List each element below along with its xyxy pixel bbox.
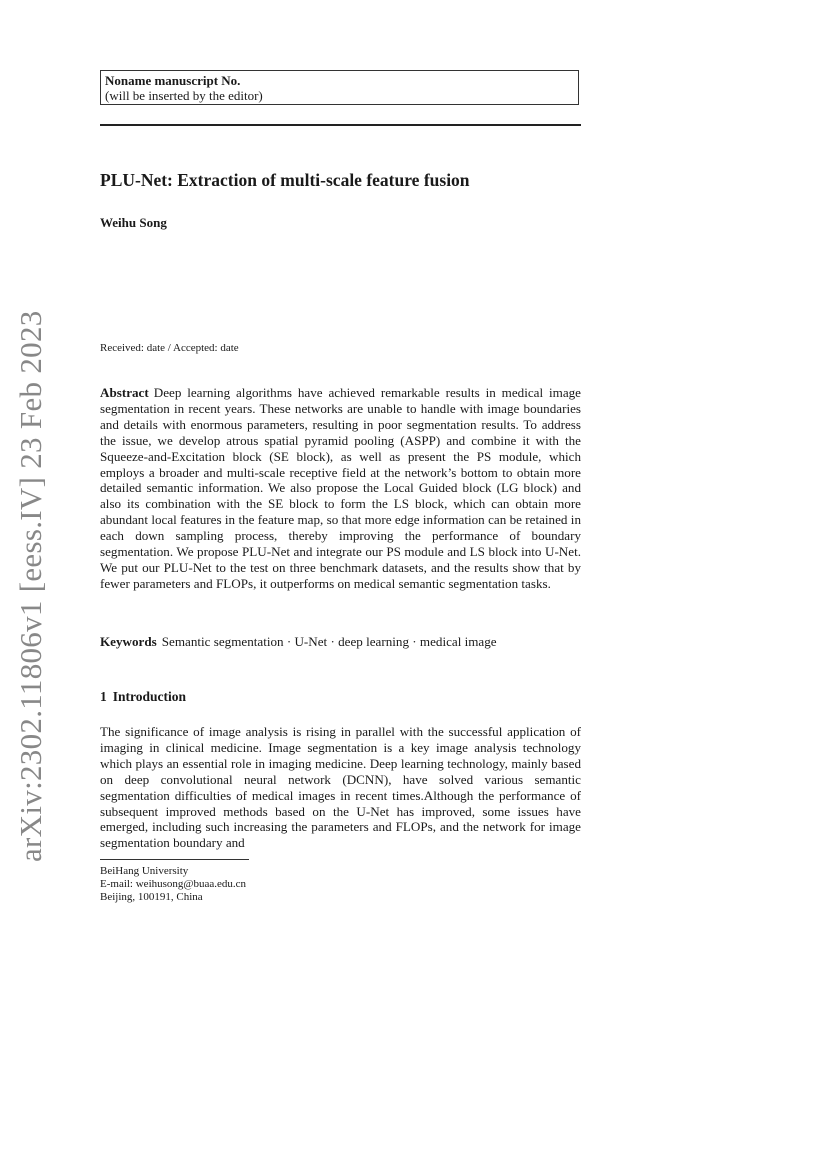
- manuscript-number-label: Noname manuscript No.: [105, 73, 241, 88]
- author-name: Weihu Song: [100, 215, 167, 230]
- affiliation-email: E-mail: weihusong@buaa.edu.cn: [100, 878, 247, 890]
- section-number: 1: [100, 689, 107, 704]
- footnote-rule: [100, 859, 249, 860]
- editor-note: (will be inserted by the editor): [105, 88, 263, 103]
- paper-title: PLU-Net: Extraction of multi-scale feature fusion: [100, 170, 470, 190]
- affiliation-address: Beijing, 100191, China: [100, 891, 203, 903]
- affiliation-institution: BeiHang University: [100, 865, 189, 877]
- manuscript-header-box: [100, 70, 579, 105]
- header-rule: [100, 124, 581, 126]
- section-title: Introduction: [112, 689, 187, 704]
- keywords: [100, 634, 581, 650]
- abstract-text: Deep learning algorithms have achieved remarkable results in medical image segmentation in recent years. These networks are unable to handle with image boundaries and details with enormous parameters, resulting in poor segmentation results. To address the issue, we develop atrous spatial pyramid pooling (ASPP) and combine it with the Squeeze-and-Excitation block (SE block), as well as present the PS module, which employs a broader and multi-scale receptive field at the network’s bottom to obtain more detailed semantic information. We also propose the Local Guided block (LG block) and also its combination with the SE block to form the LS block, which can obtain more abundant local features in the feature map, so that more edge information can be retained in each down sampling process, thereby improving the performance of boundary segmentation. We propose PLU-Net and integrate our PS module and LS block into U-Net. We put our PLU-Net to the test on three benchmark datasets, and the results show that by fewer parameters and FLOPs, it outperforms on medical semantic segmentation tasks.: [100, 385, 581, 591]
- arxiv-identifier-stamp: arXiv:2302.11806v1 [eess.IV] 23 Feb 2023: [13, 310, 48, 862]
- keywords-text: Semantic segmentation · U-Net · deep learning · medical image: [161, 634, 497, 649]
- abstract: [100, 385, 581, 592]
- section-heading: [100, 689, 186, 705]
- introduction-paragraph: The significance of image analysis is rising in parallel with the successful application of imaging in clinical medicine. Image segmentation is a key image analysis technology which plays an essential role in imaging medicine. Deep learning technology, mainly based on deep convolutional neural network (DCNN), have solved various semantic segmentation difficulties of medical images in recent times.Although the performance of subsequent improved methods based on the U-Net has improved, some issues have emerged, including such increasing the parameters and FLOPs, and the network for image segmentation boundary and: [100, 724, 581, 851]
- received-accepted-line: Received: date / Accepted: date: [100, 342, 239, 354]
- keywords-label: Keywords: [100, 634, 157, 649]
- abstract-label: Abstract: [100, 385, 149, 400]
- affiliation-footnote: [100, 865, 246, 904]
